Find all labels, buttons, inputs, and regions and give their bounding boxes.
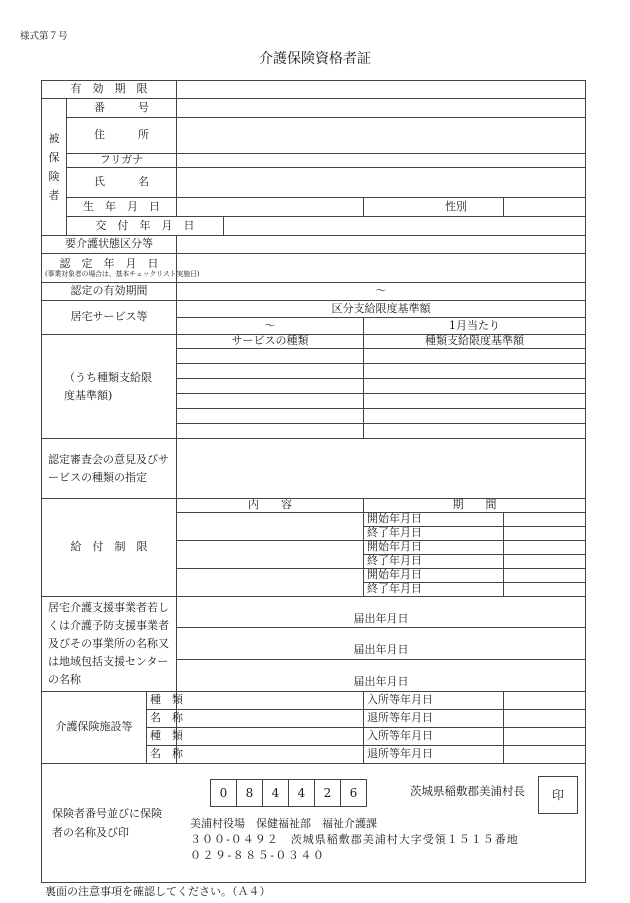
kind-limit-header: 種類支給限度基準額 bbox=[364, 335, 586, 349]
footer-note: 裏面の注意事項を確認してください。（Ａ４） bbox=[45, 885, 271, 898]
end-date-value bbox=[504, 554, 586, 568]
validity-period-value bbox=[177, 81, 586, 99]
birth-date-label: 生 年 月 日 bbox=[67, 198, 177, 217]
kind-limit-cell bbox=[364, 424, 586, 439]
start-date-value bbox=[504, 512, 586, 526]
care-support-label: 居宅介護支援事業者若しくは介護予防支援事業者及びその事業所の名称又は地域包括支援センターの名称 bbox=[42, 596, 177, 691]
committee-opinion-label: 認定審査会の意見及びサービスの種類の指定 bbox=[42, 439, 177, 499]
end-date-label: 終了年月日 bbox=[364, 526, 504, 540]
insurer-block bbox=[190, 776, 582, 876]
end-date-value bbox=[504, 582, 586, 596]
birth-date-value bbox=[177, 198, 364, 217]
furigana-value bbox=[177, 154, 586, 168]
insurer-phone: ０２９-８８５-０３４０ bbox=[190, 848, 326, 862]
service-kind-cell bbox=[177, 424, 364, 439]
page-title: 介護保険資格者証 bbox=[259, 51, 371, 67]
issue-date-label: 交 付 年 月 日 bbox=[67, 217, 224, 236]
restriction-content-cell bbox=[177, 568, 364, 596]
certificate-form bbox=[41, 80, 586, 883]
insurer-digit: 4 bbox=[288, 780, 314, 806]
kind-limit-cell bbox=[364, 349, 586, 364]
sex-value bbox=[504, 198, 586, 217]
kind-limit-cell bbox=[364, 379, 586, 394]
end-date-label: 終了年月日 bbox=[364, 582, 504, 596]
service-kind-cell bbox=[177, 349, 364, 364]
limit-header: 区分支給限度基準額 bbox=[177, 301, 586, 318]
cert-valid-period-label: 認定の有効期間 bbox=[42, 283, 177, 301]
insurer-number bbox=[210, 779, 367, 807]
number-label: 番 号 bbox=[67, 99, 177, 118]
filing-date-label: 届出年月日 bbox=[177, 659, 586, 691]
start-date-label: 開始年月日 bbox=[364, 568, 504, 582]
sex-label: 性別 bbox=[364, 198, 504, 217]
address-value bbox=[177, 118, 586, 154]
name-value bbox=[177, 168, 586, 198]
kind-limit-cell bbox=[364, 409, 586, 424]
seal-box: 印 bbox=[538, 776, 578, 814]
service-kind-cell bbox=[177, 394, 364, 409]
kind-limit-cell bbox=[364, 364, 586, 379]
discharge-date-label: 退所等年月日 bbox=[364, 709, 504, 727]
insurer-digit: 6 bbox=[340, 780, 366, 806]
facility-kind-label: 種 類 bbox=[147, 691, 177, 709]
filing-date-label: 届出年月日 bbox=[177, 596, 586, 628]
committee-opinion-value bbox=[177, 439, 586, 499]
limit-period: ～ bbox=[177, 318, 364, 335]
restriction-content-cell bbox=[177, 540, 364, 568]
cert-date-value bbox=[177, 254, 586, 283]
service-kind-header: サービスの種類 bbox=[177, 335, 364, 349]
restriction-content-cell bbox=[177, 512, 364, 540]
facility-kind-label: 種 類 bbox=[147, 727, 177, 745]
home-services-label: 居宅サービス等 bbox=[42, 301, 177, 335]
facility-label: 介護保険施設等 bbox=[42, 691, 147, 763]
insurer-digit: 4 bbox=[262, 780, 288, 806]
content-header: 内 容 bbox=[177, 499, 364, 513]
benefit-restriction-label: 給 付 制 限 bbox=[42, 499, 177, 597]
start-date-value bbox=[504, 568, 586, 582]
insurer-digit: 0 bbox=[219, 785, 228, 800]
insurer-address: ３００-０４９２ 茨城県稲敷郡美浦村大字受領１５１５番地 bbox=[190, 832, 519, 846]
discharge-date-label: 退所等年月日 bbox=[364, 745, 504, 763]
admission-date-value bbox=[504, 691, 586, 709]
admission-date-label: 入所等年月日 bbox=[364, 691, 504, 709]
insured-person-label: 被 保 険 者 bbox=[42, 99, 67, 236]
facility-name-label: 名 称 bbox=[147, 709, 177, 727]
facility-kind-value bbox=[177, 727, 364, 745]
service-kind-cell bbox=[177, 379, 364, 394]
kind-limit-label: （うち種類支給限度基準額) bbox=[42, 335, 177, 439]
service-kind-cell bbox=[177, 364, 364, 379]
facility-kind-value bbox=[177, 691, 364, 709]
facility-name-value bbox=[177, 745, 364, 763]
insurer-mayor: 茨城県稲敷郡美浦村長 bbox=[410, 783, 525, 798]
per-month-label: 1月当たり bbox=[364, 318, 586, 335]
care-status-value bbox=[177, 236, 586, 254]
furigana-label: フリガナ bbox=[67, 154, 177, 168]
service-kind-cell bbox=[177, 409, 364, 424]
start-date-label: 開始年月日 bbox=[364, 512, 504, 526]
kind-limit-cell bbox=[364, 394, 586, 409]
insurer-department: 美浦村役場 保健福祉部 福祉介護課 bbox=[190, 816, 377, 830]
issue-date-value bbox=[224, 217, 586, 236]
start-date-label: 開始年月日 bbox=[364, 540, 504, 554]
facility-name-value bbox=[177, 709, 364, 727]
form-number: 様式第７号 bbox=[20, 31, 68, 42]
validity-period-label: 有 効 期 限 bbox=[42, 81, 177, 99]
discharge-date-value bbox=[504, 745, 586, 763]
number-value bbox=[177, 99, 586, 118]
filing-date-label: 届出年月日 bbox=[177, 628, 586, 660]
discharge-date-value bbox=[504, 709, 586, 727]
admission-date-label: 入所等年月日 bbox=[364, 727, 504, 745]
cert-date-note: (事業対象者の場合は、基本チェックリスト実施日) bbox=[45, 270, 200, 279]
admission-date-value bbox=[504, 727, 586, 745]
care-status-label: 要介護状態区分等 bbox=[42, 236, 177, 254]
name-label: 氏 名 bbox=[67, 168, 177, 198]
insurer-digit: 2 bbox=[314, 780, 340, 806]
end-date-value bbox=[504, 526, 586, 540]
insurer-digit: 8 bbox=[236, 780, 262, 806]
period-header: 期 間 bbox=[364, 499, 586, 513]
address-label: 住 所 bbox=[67, 118, 177, 154]
cert-valid-period-value: ～ bbox=[177, 283, 586, 301]
start-date-value bbox=[504, 540, 586, 554]
insurer-section bbox=[42, 763, 586, 882]
end-date-label: 終了年月日 bbox=[364, 554, 504, 568]
cert-date-label: 認 定 年 月 日 (事業対象者の場合は、基本チェックリスト実施日) bbox=[42, 254, 177, 283]
facility-name-label: 名 称 bbox=[147, 745, 177, 763]
insurer-label: 保険者番号並びに保険者の名称及び印 bbox=[52, 806, 162, 839]
